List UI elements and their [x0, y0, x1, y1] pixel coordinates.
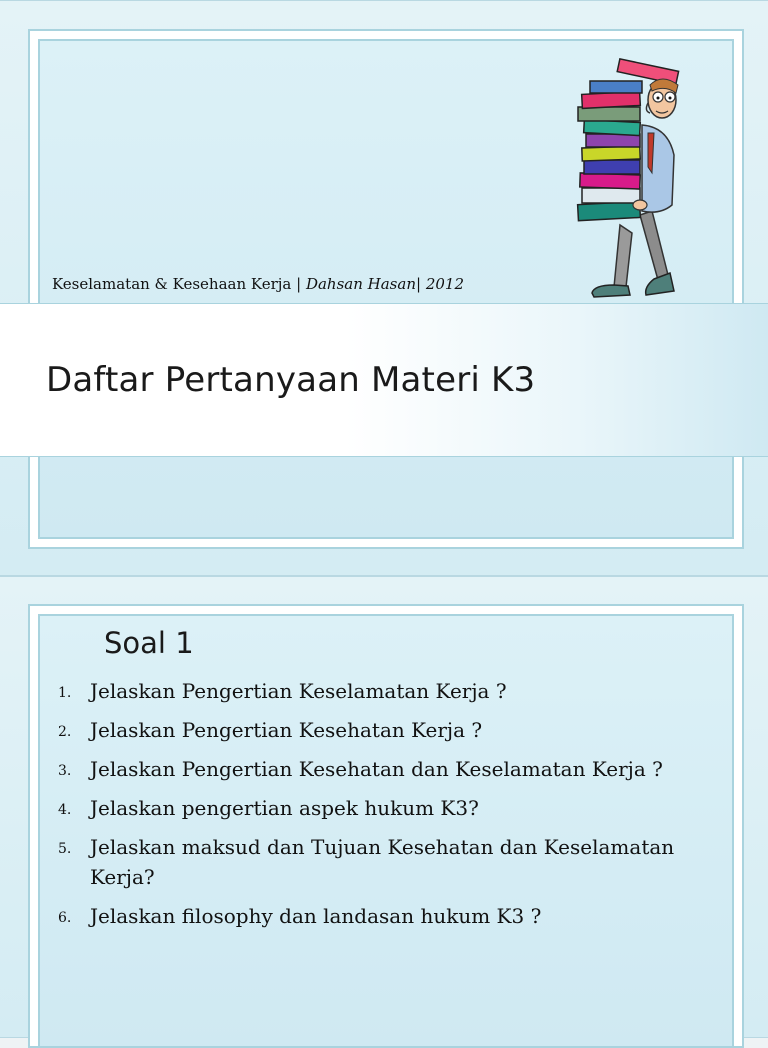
question-text: Jelaskan Pengertian Kesehatan Kerja ?	[90, 718, 483, 742]
question-text: Jelaskan maksud dan Tujuan Kesehatan dan Keselamatan Kerja?	[90, 835, 675, 889]
author-name: Dahsan Hasan	[305, 275, 416, 293]
question-list	[58, 676, 698, 940]
slide-title: Daftar Pertanyaan Materi K3	[46, 360, 536, 400]
man-carrying-books-icon	[570, 55, 700, 305]
question-text: Jelaskan filosophy dan landasan hukum K3 ?	[90, 904, 542, 928]
question-number: 6.	[58, 910, 72, 926]
section-heading: Soal 1	[104, 626, 194, 660]
footer-separator: |	[291, 275, 306, 293]
question-item	[58, 832, 698, 892]
question-number: 1.	[58, 685, 72, 701]
question-number: 3.	[58, 763, 72, 779]
question-text: Jelaskan Pengertian Kesehatan dan Keselamatan Kerja ?	[90, 757, 663, 781]
question-item	[58, 793, 698, 823]
course-name: Keselamatan & Kesehaan Kerja	[52, 275, 292, 293]
question-item	[58, 676, 698, 706]
question-number: 2.	[58, 724, 72, 740]
question-number: 5.	[58, 841, 72, 857]
footer-year: 2012	[425, 275, 464, 293]
question-item	[58, 715, 698, 745]
question-text: Jelaskan pengertian aspek hukum K3?	[90, 796, 479, 820]
question-item	[58, 754, 698, 784]
slide-footer	[52, 275, 464, 293]
question-number: 4.	[58, 802, 72, 818]
question-item	[58, 901, 698, 931]
footer-separator-2: |	[415, 275, 426, 293]
question-text: Jelaskan Pengertian Keselamatan Kerja ?	[90, 679, 507, 703]
